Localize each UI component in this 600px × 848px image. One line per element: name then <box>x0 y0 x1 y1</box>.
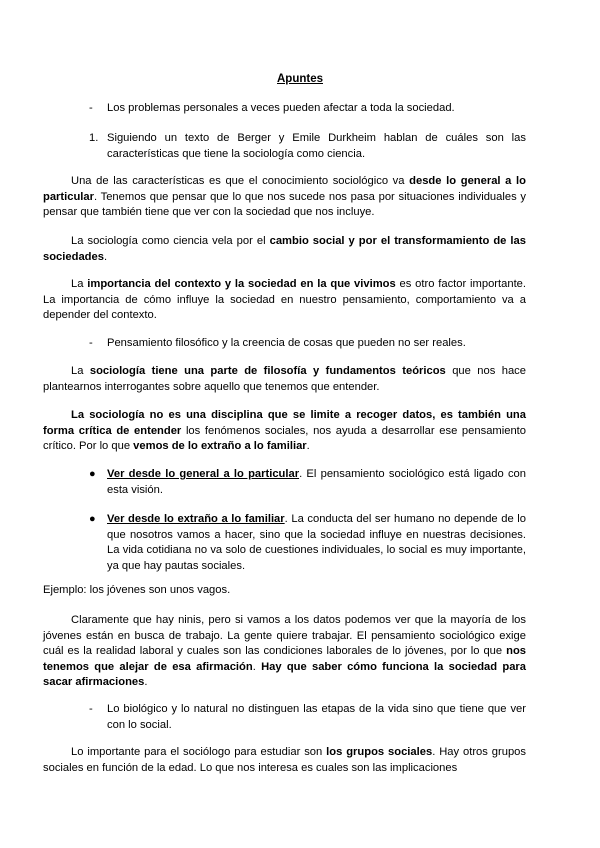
bold-span: sociología tiene una parte de filosofía y fundamentos teóricos <box>89 365 446 377</box>
text-span: La sociología como ciencia vela por el <box>71 235 270 247</box>
dash-item-biologico: Lo biológico y lo natural no distinguen las etapas de la vida sino que tiene que ver con lo social. <box>107 703 526 731</box>
text-span: Claramente que hay ninis, pero si vamos a los datos podemos ver que la mayoría de los jóvenes están en busca de trabajo. La gente quiere trabajar. El pensamiento sociológico exige cuál es la realidad laboral y cuales son las condiciones laborales de lo jóvenes, por lo que <box>43 614 526 657</box>
bold-span: La sociología no es una disciplina que se limite a recoger datos, es también una forma crítica de entender <box>43 409 526 437</box>
dash-marker: - <box>89 337 93 349</box>
paragraph-caracteristicas <box>43 174 526 221</box>
bold-span: los grupos sociales <box>326 746 433 758</box>
paragraph-ninis <box>43 613 526 691</box>
example-line: Ejemplo: los jóvenes son unos vagos. <box>43 584 231 596</box>
text-span: es otro factor importante. La importancia de cómo influye la sociedad en nuestro pensamiento, comportamiento va a depender del contexto. <box>43 278 527 321</box>
bullet-marker: ● <box>89 513 96 525</box>
text-span: La <box>71 365 90 377</box>
text-span: La <box>71 278 88 290</box>
paragraph-contexto <box>43 277 526 324</box>
bullet-item-general-particular <box>107 467 526 498</box>
text-span: que nos hace plantearnos interrogantes sobre aquello que tenemos que entender. <box>43 365 526 393</box>
dash-marker: - <box>89 102 93 114</box>
bold-underlined-span: Ver desde lo general a lo particular <box>107 468 300 480</box>
dash-item-problemas: Los problemas personales a veces pueden afectar a toda la sociedad. <box>107 102 455 114</box>
text-span: . <box>252 660 262 673</box>
document-title: Apuntes <box>277 73 323 85</box>
dash-item-filosofico: Pensamiento filosófico y la creencia de cosas que pueden no ser reales. <box>107 337 466 349</box>
text-span: . El pensamiento sociológico está ligado con esta visión. <box>107 468 526 496</box>
bold-span: cambio social y por el transformamiento de las sociedades <box>43 235 526 263</box>
text-span: . <box>306 440 310 452</box>
bold-span: Hay que saber cómo funciona la sociedad para sacar afirmaciones <box>43 660 526 688</box>
list-number: 1. <box>89 132 99 144</box>
numbered-item-berger: Siguiendo un texto de Berger y Emile Durkheim hablan de cuáles son las características que tiene la sociología como ciencia. <box>107 132 526 160</box>
paragraph-cambio-social <box>43 234 526 265</box>
paragraph-grupos-sociales <box>43 745 526 776</box>
text-span: . Hay otros grupos sociales en función de la edad. Lo que nos interesa es cuales son las implicaciones <box>43 746 526 774</box>
text-span: . <box>103 250 108 263</box>
text-span: los fenómenos sociales, nos ayuda a desarrollar ese pensamiento crítico. Por lo que <box>43 424 526 452</box>
bold-span: nos tenemos que alejar de esa afirmación <box>43 645 526 673</box>
paragraph-filosofia <box>43 364 526 395</box>
text-span: Lo importante para el sociólogo para estudiar son <box>71 746 327 758</box>
text-span: . <box>144 676 148 688</box>
dash-marker: - <box>89 703 93 715</box>
bold-span: vemos de lo extraño a lo familiar <box>133 440 307 452</box>
text-span: . La conducta del ser humano no depende de lo que nosotros vamos a hacer, sino que la sociedad influye en nuestras decisiones. La vida cotidiana no va solo de cuestiones individuales, lo social es muy importante, ya que hay pautas sociales. <box>107 513 526 572</box>
bold-span: desde lo general a lo particular <box>43 175 526 203</box>
paragraph-pensamiento-critico <box>43 408 526 455</box>
text-span: . Tenemos que pensar que lo que nos sucede nos pasa por situaciones individuales y pensar que también tiene que ver con la sociedad que nos incluye. <box>43 190 526 218</box>
bold-underlined-span: Ver desde lo extraño a lo familiar <box>107 513 285 525</box>
text-span: Una de las características es que el conocimiento sociológico va <box>71 175 410 187</box>
bold-span: importancia del contexto y la sociedad en la que vivimos <box>87 278 396 290</box>
bullet-item-extrano-familiar <box>107 512 526 574</box>
bullet-marker: ● <box>89 468 96 480</box>
